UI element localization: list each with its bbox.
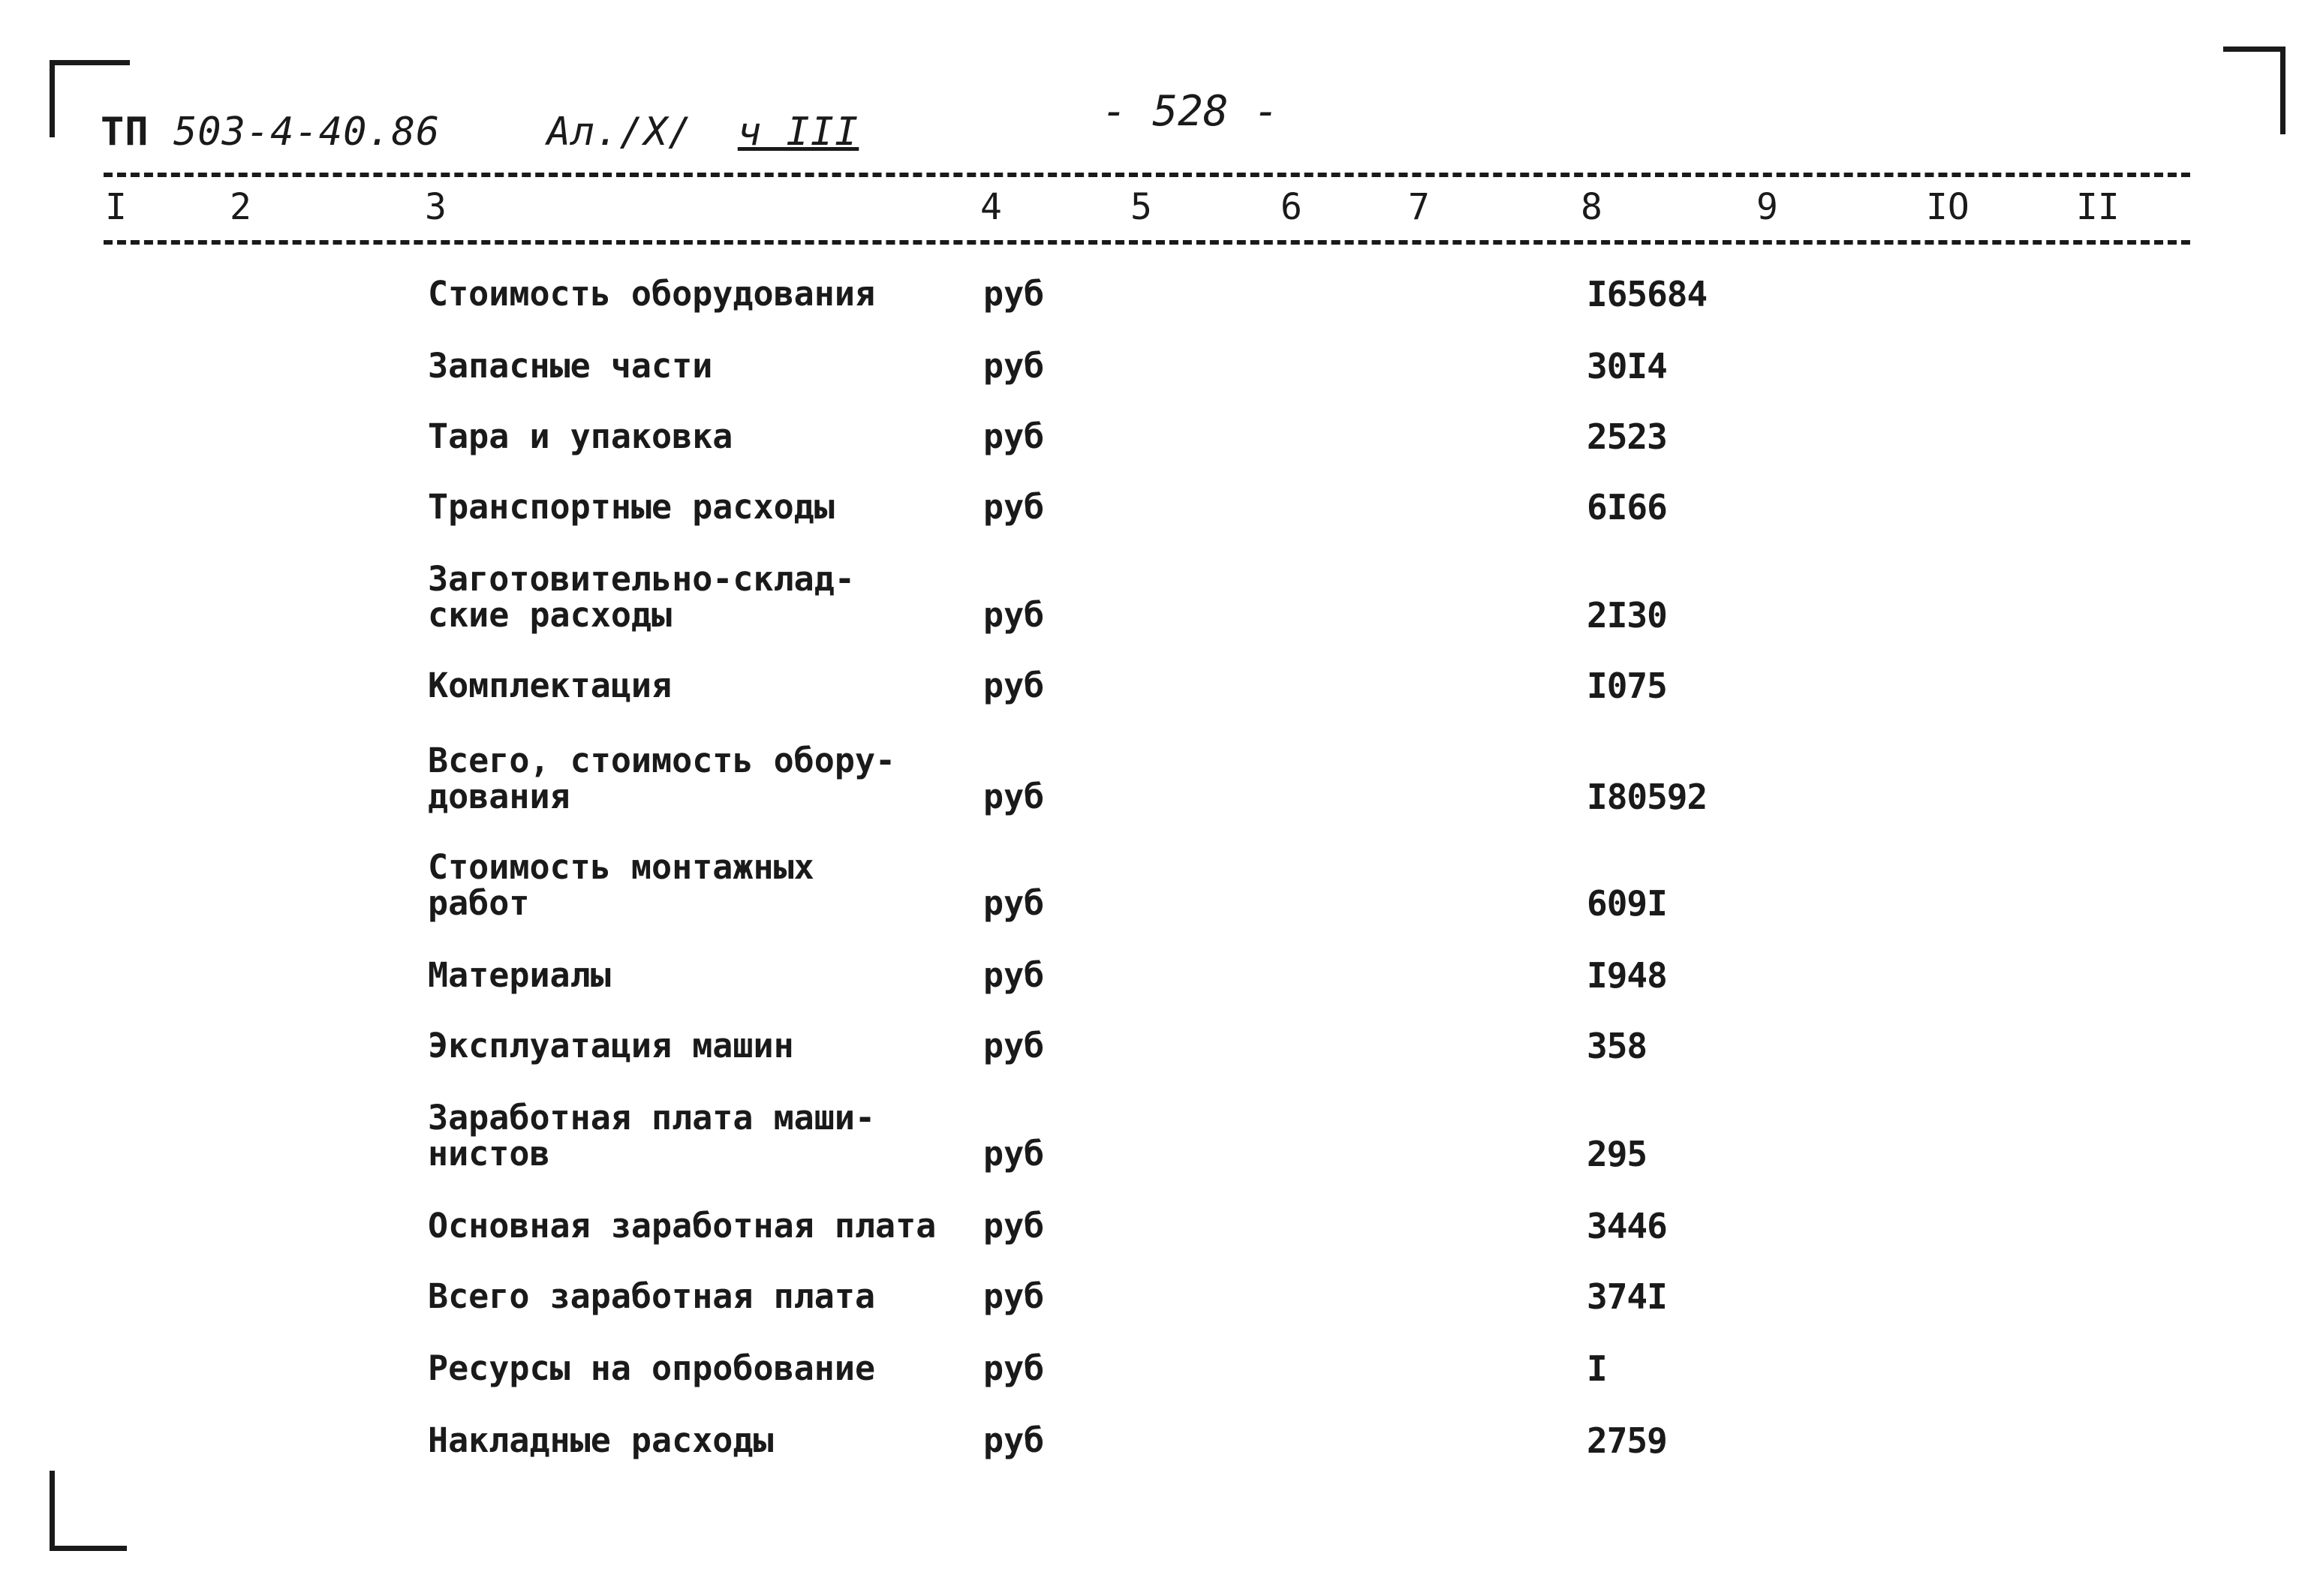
column-number: 6 (1280, 186, 1302, 228)
item-name: Всего заработная плата (428, 1276, 876, 1316)
item-name: Ресурсы на опробование (428, 1348, 876, 1388)
item-name: Основная заработная плата (428, 1206, 937, 1246)
column-number: 8 (1581, 186, 1602, 228)
item-value: 2I30 (1587, 595, 1667, 636)
item-value: 374I (1587, 1276, 1667, 1317)
item-value: 3446 (1587, 1206, 1667, 1246)
item-unit: руб (983, 1206, 1045, 1246)
item-name: Комплектация (428, 666, 673, 705)
document-number: 503-4-40.86 (173, 110, 441, 155)
album-number: Ал./X/ (546, 110, 693, 155)
item-name: Заработная плата маши- нистов (428, 1098, 876, 1174)
item-unit: руб (983, 883, 1045, 923)
column-number: II (2076, 186, 2120, 228)
item-name: Запасные части (428, 346, 713, 386)
item-value: 30I4 (1587, 346, 1667, 386)
column-number: IO (1926, 186, 1969, 228)
item-unit: руб (983, 1420, 1045, 1460)
item-name: Стоимость оборудования (428, 274, 876, 314)
header-divider-top (104, 173, 2190, 177)
item-unit: руб (983, 777, 1045, 816)
item-unit: руб (983, 1348, 1045, 1388)
column-number: 9 (1756, 186, 1778, 228)
item-unit: руб (983, 416, 1045, 456)
item-unit: руб (983, 346, 1045, 386)
item-unit: руб (983, 666, 1045, 705)
item-value: I80592 (1587, 777, 1708, 817)
header-divider-bottom (104, 240, 2190, 245)
item-value: 6I66 (1587, 487, 1667, 527)
item-name: Всего, стоимость обору- дования (428, 741, 896, 816)
column-number: 7 (1408, 186, 1430, 228)
document-code (101, 110, 859, 155)
item-value: I948 (1587, 955, 1667, 996)
column-number: I (105, 186, 127, 228)
item-unit: руб (983, 487, 1045, 527)
item-value: 295 (1587, 1134, 1648, 1174)
item-value: 358 (1587, 1026, 1648, 1066)
item-value: I (1587, 1348, 1607, 1389)
item-name: Эксплуатация машин (428, 1026, 794, 1066)
item-value: I65684 (1587, 274, 1708, 314)
item-value: 2523 (1587, 416, 1667, 457)
item-name: Транспортные расходы (428, 487, 835, 527)
item-name: Накладные расходы (428, 1420, 774, 1460)
column-number: 2 (230, 186, 251, 228)
corner-mark-bottom-left (50, 1471, 127, 1551)
corner-mark-top-right (2223, 47, 2285, 134)
item-value: 2759 (1587, 1420, 1667, 1461)
part-number: ч III (737, 110, 859, 155)
item-unit: руб (983, 955, 1045, 995)
column-number: 5 (1130, 186, 1152, 228)
item-unit: руб (983, 595, 1045, 635)
document-prefix: ТП (101, 110, 149, 155)
column-number: 4 (980, 186, 1002, 228)
page-number: - 528 - (1102, 87, 1280, 136)
column-number: 3 (425, 186, 447, 228)
item-unit: руб (983, 1276, 1045, 1316)
item-name: Стоимость монтажных работ (428, 847, 814, 923)
item-name: Материалы (428, 955, 611, 995)
item-value: I075 (1587, 666, 1667, 706)
item-unit: руб (983, 274, 1045, 314)
item-value: 609I (1587, 883, 1667, 924)
item-unit: руб (983, 1134, 1045, 1174)
item-name: Тара и упаковка (428, 416, 733, 456)
item-unit: руб (983, 1026, 1045, 1066)
item-name: Заготовительно-склад- ские расходы (428, 559, 855, 635)
